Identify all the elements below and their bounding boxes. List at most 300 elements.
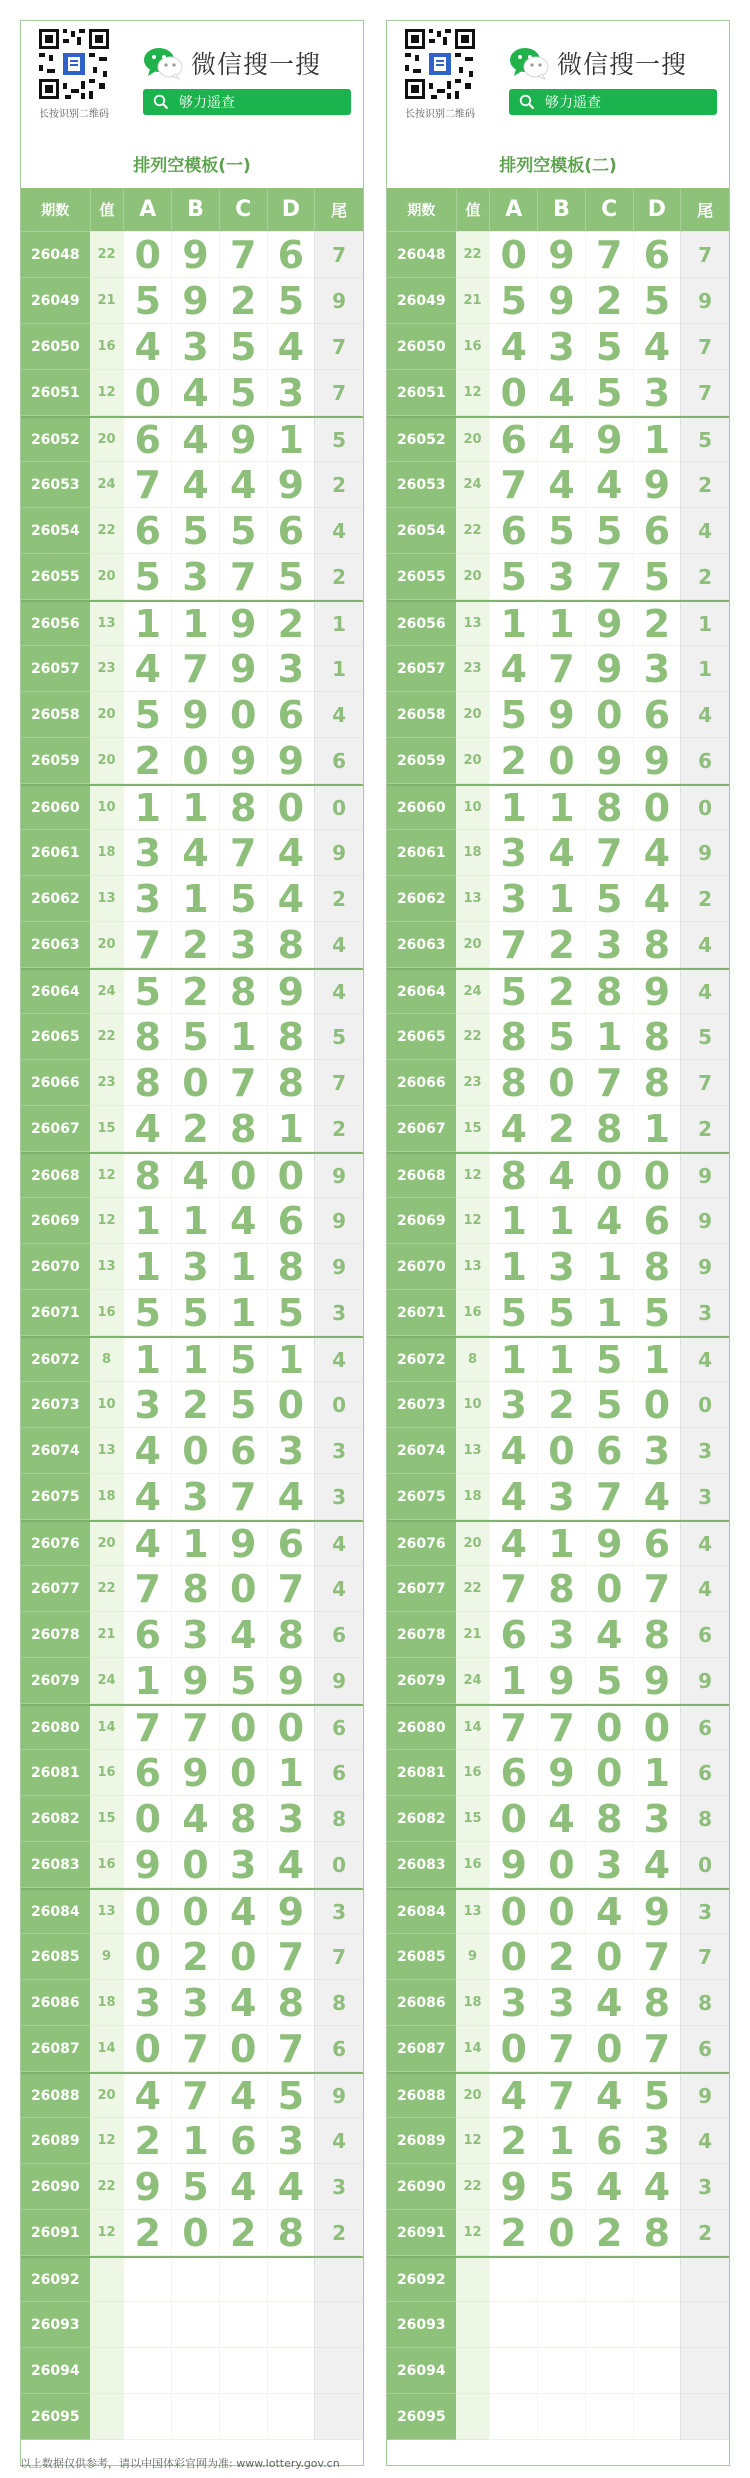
digit-cell-a: 2 [489, 738, 537, 784]
digit-cell-c: 5 [219, 508, 267, 554]
digit-cell-a: 6 [489, 418, 537, 462]
tail-cell: 8 [314, 1796, 363, 1842]
table-row [21, 1336, 363, 1382]
table-row [21, 1888, 363, 1934]
digit-cell-d: 3 [267, 646, 315, 692]
table-row [387, 2026, 729, 2072]
digit-cell-b: 5 [537, 1014, 585, 1060]
period-cell: 26079 [387, 1658, 456, 1704]
tail-cell: 0 [314, 786, 363, 830]
table-row [387, 232, 729, 278]
period-cell: 26051 [21, 370, 90, 416]
period-cell: 26074 [387, 1428, 456, 1474]
period-cell: 26058 [387, 692, 456, 738]
digit-cell-c: 0 [585, 1706, 633, 1750]
period-cell: 26073 [387, 1382, 456, 1428]
period-cell: 26052 [21, 418, 90, 462]
digit-cell-d: 3 [633, 370, 681, 416]
sum-value-cell [456, 2258, 490, 2302]
digit-cell-d: 8 [267, 2210, 315, 2256]
digit-cell-a [489, 2394, 537, 2440]
digit-cell-a: 1 [123, 1338, 171, 1382]
digit-cell-a: 5 [123, 278, 171, 324]
digit-cell-c: 4 [585, 2164, 633, 2210]
table-row [21, 600, 363, 646]
header-a: A [123, 188, 171, 232]
digit-cell-d: 9 [267, 738, 315, 784]
digit-cell-b: 4 [171, 462, 219, 508]
digit-cell-a: 5 [489, 554, 537, 600]
sum-value-cell: 12 [90, 1198, 124, 1244]
sum-value-cell: 13 [456, 1890, 490, 1934]
tail-cell: 9 [680, 830, 729, 876]
digit-cell-a: 6 [123, 508, 171, 554]
digit-cell-a: 3 [123, 1980, 171, 2026]
table-row [21, 830, 363, 876]
digit-cell-d: 5 [267, 2074, 315, 2118]
digit-cell-c: 8 [585, 1106, 633, 1152]
table-row [21, 784, 363, 830]
sum-value-cell: 12 [456, 370, 490, 416]
digit-cell-b: 2 [537, 922, 585, 968]
sum-value-cell: 12 [456, 1198, 490, 1244]
tail-cell: 5 [314, 418, 363, 462]
digit-cell-b: 0 [537, 1842, 585, 1888]
digit-cell-a: 5 [123, 692, 171, 738]
digit-cell-b: 2 [537, 1106, 585, 1152]
table-row [21, 1520, 363, 1566]
table-row [21, 1198, 363, 1244]
digit-cell-b: 4 [537, 462, 585, 508]
wechat-logo-icon [509, 45, 549, 81]
digit-cell-d [267, 2258, 315, 2302]
sum-value-cell: 20 [456, 1522, 490, 1566]
digit-cell-d [633, 2302, 681, 2348]
digit-cell-b [171, 2302, 219, 2348]
table-row [21, 2072, 363, 2118]
table-row [21, 462, 363, 508]
digit-cell-d: 8 [267, 1060, 315, 1106]
digit-cell-b: 9 [171, 232, 219, 278]
tail-cell: 4 [680, 508, 729, 554]
digit-cell-a: 2 [489, 2210, 537, 2256]
digit-cell-c: 4 [219, 1890, 267, 1934]
sum-value-cell: 12 [90, 1154, 124, 1198]
table-row [21, 2164, 363, 2210]
table-row [21, 968, 363, 1014]
period-cell: 26048 [387, 232, 456, 278]
tail-cell: 1 [680, 646, 729, 692]
sum-value-cell: 15 [90, 1106, 124, 1152]
digit-cell-d: 6 [267, 232, 315, 278]
digit-cell-c: 4 [219, 1198, 267, 1244]
period-cell: 26083 [387, 1842, 456, 1888]
table-row [21, 1658, 363, 1704]
table-row [21, 2118, 363, 2164]
digit-cell-d: 3 [633, 2118, 681, 2164]
tail-cell: 3 [680, 1428, 729, 1474]
digit-cell-c: 0 [219, 1566, 267, 1612]
digit-cell-d: 5 [633, 1290, 681, 1336]
sum-value-cell: 21 [456, 1612, 490, 1658]
digit-cell-c: 0 [219, 1750, 267, 1796]
tail-cell [680, 2302, 729, 2348]
period-cell: 26083 [21, 1842, 90, 1888]
digit-cell-d: 2 [267, 602, 315, 646]
digit-cell-d: 8 [633, 1980, 681, 2026]
digit-cell-b: 0 [171, 738, 219, 784]
sum-value-cell: 13 [90, 1244, 124, 1290]
tail-cell: 0 [314, 1382, 363, 1428]
sum-value-cell: 18 [90, 830, 124, 876]
digit-cell-c: 5 [219, 1382, 267, 1428]
tail-cell: 2 [680, 554, 729, 600]
table-row [21, 1934, 363, 1980]
digit-cell-c: 4 [219, 462, 267, 508]
sum-value-cell: 22 [456, 1566, 490, 1612]
tail-cell: 1 [680, 602, 729, 646]
digit-cell-d: 8 [267, 1980, 315, 2026]
sum-value-cell: 12 [90, 2210, 124, 2256]
digit-cell-a: 4 [489, 1474, 537, 1520]
digit-cell-a: 0 [123, 1890, 171, 1934]
sum-value-cell: 16 [456, 1290, 490, 1336]
digit-cell-c: 5 [585, 370, 633, 416]
sum-value-cell: 13 [456, 602, 490, 646]
digit-cell-d: 7 [633, 2026, 681, 2072]
digit-cell-c: 2 [219, 2210, 267, 2256]
digit-cell-b [171, 2348, 219, 2394]
digit-cell-d: 5 [633, 278, 681, 324]
tail-cell: 9 [314, 1154, 363, 1198]
tail-cell: 0 [680, 786, 729, 830]
qr-code-icon [37, 27, 111, 101]
digit-cell-a: 6 [489, 1750, 537, 1796]
digit-cell-a: 1 [489, 1244, 537, 1290]
digit-cell-b [171, 2258, 219, 2302]
tail-cell: 7 [314, 370, 363, 416]
sum-value-cell: 18 [456, 1474, 490, 1520]
table-row [21, 2348, 363, 2394]
digit-cell-a [123, 2302, 171, 2348]
period-cell: 26049 [21, 278, 90, 324]
digit-cell-c: 1 [219, 1244, 267, 1290]
digit-cell-a: 6 [123, 1612, 171, 1658]
digit-cell-a: 9 [489, 2164, 537, 2210]
digit-cell-d: 1 [633, 1338, 681, 1382]
table-row [21, 1612, 363, 1658]
sum-value-cell: 16 [456, 1842, 490, 1888]
header-value: 值 [456, 188, 490, 232]
digit-cell-c: 2 [585, 278, 633, 324]
digit-cell-a: 5 [123, 970, 171, 1014]
digit-cell-b: 1 [171, 602, 219, 646]
tail-cell: 9 [680, 1658, 729, 1704]
digit-cell-a: 3 [123, 876, 171, 922]
digit-cell-d: 8 [633, 1014, 681, 1060]
tail-cell: 4 [680, 2118, 729, 2164]
digit-cell-a: 2 [123, 738, 171, 784]
digit-cell-a: 2 [489, 2118, 537, 2164]
digit-cell-c: 3 [585, 1842, 633, 1888]
period-cell: 26063 [21, 922, 90, 968]
table-row [387, 876, 729, 922]
period-cell: 26091 [387, 2210, 456, 2256]
digit-cell-c: 5 [219, 370, 267, 416]
digit-cell-b: 3 [171, 1474, 219, 1520]
digit-cell-a: 0 [123, 2026, 171, 2072]
table-row [387, 2302, 729, 2348]
table-row [21, 2394, 363, 2440]
period-cell: 26085 [387, 1934, 456, 1980]
table-row [387, 2072, 729, 2118]
digit-cell-b: 0 [537, 1890, 585, 1934]
tail-cell: 4 [680, 922, 729, 968]
period-cell: 26066 [21, 1060, 90, 1106]
digit-cell-d: 7 [267, 2026, 315, 2072]
digit-cell-c: 5 [585, 1382, 633, 1428]
tail-cell: 3 [314, 1890, 363, 1934]
sum-value-cell [90, 2394, 124, 2440]
tail-cell: 8 [314, 1980, 363, 2026]
sum-value-cell: 15 [456, 1106, 490, 1152]
period-cell: 26049 [387, 278, 456, 324]
table-row [21, 692, 363, 738]
tail-cell: 3 [314, 1428, 363, 1474]
digit-cell-d: 6 [633, 692, 681, 738]
period-cell: 26085 [21, 1934, 90, 1980]
sum-value-cell: 10 [90, 1382, 124, 1428]
period-cell: 26052 [387, 418, 456, 462]
digit-cell-a [123, 2258, 171, 2302]
qr-code-icon [403, 27, 477, 101]
period-cell: 26072 [21, 1338, 90, 1382]
header-d: D [633, 188, 681, 232]
table-row [387, 830, 729, 876]
tail-cell [314, 2258, 363, 2302]
digit-cell-b: 9 [171, 1658, 219, 1704]
digit-cell-d: 5 [267, 554, 315, 600]
digit-cell-a: 1 [123, 786, 171, 830]
header-d: D [267, 188, 315, 232]
digit-cell-d: 9 [633, 970, 681, 1014]
digit-cell-a: 0 [489, 1890, 537, 1934]
period-cell: 26057 [387, 646, 456, 692]
digit-cell-d [633, 2258, 681, 2302]
sum-value-cell [90, 2302, 124, 2348]
tail-cell [314, 2302, 363, 2348]
digit-cell-d: 1 [267, 1338, 315, 1382]
sum-value-cell: 20 [456, 554, 490, 600]
sum-value-cell: 23 [90, 646, 124, 692]
digit-cell-b: 1 [537, 1522, 585, 1566]
table-row [21, 1980, 363, 2026]
number-table [387, 188, 729, 2440]
table-row [387, 462, 729, 508]
digit-cell-a: 0 [123, 370, 171, 416]
tail-cell: 7 [680, 1060, 729, 1106]
digit-cell-c: 0 [219, 1934, 267, 1980]
digit-cell-d: 4 [633, 830, 681, 876]
sum-value-cell: 23 [90, 1060, 124, 1106]
sum-value-cell [456, 2348, 490, 2394]
digit-cell-b: 7 [537, 646, 585, 692]
digit-cell-b: 7 [171, 2026, 219, 2072]
period-cell: 26077 [21, 1566, 90, 1612]
tail-cell [314, 2394, 363, 2440]
table-row [21, 370, 363, 416]
sum-value-cell: 20 [90, 738, 124, 784]
header-tail: 尾 [314, 188, 363, 232]
tail-cell: 1 [314, 646, 363, 692]
digit-cell-a: 8 [123, 1060, 171, 1106]
table-row [21, 1290, 363, 1336]
table-row [387, 1428, 729, 1474]
period-cell: 26086 [21, 1980, 90, 2026]
digit-cell-b: 4 [171, 1154, 219, 1198]
digit-cell-d: 3 [633, 1428, 681, 1474]
digit-cell-b: 9 [537, 1658, 585, 1704]
period-cell: 26062 [387, 876, 456, 922]
digit-cell-c: 9 [585, 602, 633, 646]
tail-cell: 8 [680, 1796, 729, 1842]
digit-cell-c: 9 [219, 1522, 267, 1566]
digit-cell-d: 1 [267, 418, 315, 462]
table-row [387, 1244, 729, 1290]
period-cell: 26081 [21, 1750, 90, 1796]
digit-cell-d: 9 [633, 738, 681, 784]
digit-cell-a: 5 [123, 554, 171, 600]
digit-cell-d: 9 [267, 970, 315, 1014]
tail-cell: 4 [680, 970, 729, 1014]
table-row [387, 1842, 729, 1888]
digit-cell-d: 6 [267, 1522, 315, 1566]
table-row [21, 554, 363, 600]
digit-cell-c: 9 [219, 418, 267, 462]
tail-cell: 3 [314, 1290, 363, 1336]
digit-cell-d: 6 [633, 232, 681, 278]
digit-cell-c: 6 [219, 2118, 267, 2164]
tail-cell: 7 [680, 232, 729, 278]
digit-cell-a: 2 [123, 2118, 171, 2164]
digit-cell-d: 0 [633, 1382, 681, 1428]
digit-cell-b: 2 [171, 1382, 219, 1428]
digit-cell-c: 1 [219, 1014, 267, 1060]
digit-cell-a: 6 [489, 1612, 537, 1658]
table-row [387, 2164, 729, 2210]
digit-cell-d: 9 [267, 1890, 315, 1934]
digit-cell-d: 8 [633, 2210, 681, 2256]
header-tail: 尾 [680, 188, 729, 232]
digit-cell-d: 8 [633, 922, 681, 968]
tail-cell: 3 [680, 1474, 729, 1520]
digit-cell-d: 4 [267, 1474, 315, 1520]
tail-cell: 4 [314, 2118, 363, 2164]
period-cell: 26064 [387, 970, 456, 1014]
qr-code[interactable] [403, 27, 477, 101]
digit-cell-c: 0 [219, 1706, 267, 1750]
digit-cell-b: 9 [537, 278, 585, 324]
sum-value-cell: 22 [90, 232, 124, 278]
digit-cell-c: 7 [219, 830, 267, 876]
digit-cell-b: 7 [171, 2074, 219, 2118]
sum-value-cell: 12 [90, 2118, 124, 2164]
sum-value-cell: 10 [456, 786, 490, 830]
header-b: B [171, 188, 219, 232]
digit-cell-c: 1 [585, 1244, 633, 1290]
period-cell: 26086 [387, 1980, 456, 2026]
table-row [387, 968, 729, 1014]
template-title: 排列空模板(一) [133, 156, 251, 176]
digit-cell-d: 0 [267, 1154, 315, 1198]
digit-cell-c [585, 2394, 633, 2440]
search-box[interactable] [509, 89, 717, 115]
digit-cell-c [585, 2348, 633, 2394]
digit-cell-b: 3 [171, 1980, 219, 2026]
period-cell: 26090 [387, 2164, 456, 2210]
digit-cell-d: 8 [267, 1612, 315, 1658]
period-cell: 26050 [387, 324, 456, 370]
digit-cell-a: 7 [123, 922, 171, 968]
digit-cell-b [537, 2302, 585, 2348]
digit-cell-a: 0 [489, 2026, 537, 2072]
digit-cell-a: 0 [489, 370, 537, 416]
period-cell: 26058 [21, 692, 90, 738]
period-cell: 26079 [21, 1658, 90, 1704]
digit-cell-d: 0 [267, 786, 315, 830]
tail-cell: 9 [680, 1154, 729, 1198]
tail-cell [314, 2348, 363, 2394]
brand-text: 微信搜一搜 [557, 50, 688, 79]
digit-cell-c: 0 [585, 2026, 633, 2072]
table-row [387, 1612, 729, 1658]
tail-cell: 6 [680, 1706, 729, 1750]
qr-code[interactable] [37, 27, 111, 101]
digit-cell-c: 5 [585, 1658, 633, 1704]
period-cell: 26093 [21, 2302, 90, 2348]
header-c: C [219, 188, 267, 232]
table-row [21, 1842, 363, 1888]
digit-cell-a: 9 [123, 2164, 171, 2210]
digit-cell-c: 9 [219, 646, 267, 692]
search-box[interactable] [143, 89, 351, 115]
table-row [21, 2210, 363, 2256]
digit-cell-a: 1 [123, 1658, 171, 1704]
table-row [387, 692, 729, 738]
sum-value-cell: 20 [456, 922, 490, 968]
digit-cell-a [489, 2302, 537, 2348]
digit-cell-a: 1 [489, 602, 537, 646]
digit-cell-c: 2 [219, 278, 267, 324]
table-row [387, 1520, 729, 1566]
tail-cell: 9 [314, 1244, 363, 1290]
digit-cell-a: 4 [489, 1522, 537, 1566]
period-cell: 26080 [21, 1706, 90, 1750]
digit-cell-c: 4 [585, 1980, 633, 2026]
period-cell: 26089 [21, 2118, 90, 2164]
digit-cell-b: 2 [171, 1934, 219, 1980]
digit-cell-b: 3 [537, 1474, 585, 1520]
digit-cell-d: 6 [267, 508, 315, 554]
digit-cell-d: 9 [633, 1890, 681, 1934]
digit-cell-b [537, 2394, 585, 2440]
digit-cell-a: 4 [489, 1106, 537, 1152]
table-row [21, 2256, 363, 2302]
table-row [387, 1888, 729, 1934]
digit-cell-b: 1 [537, 1198, 585, 1244]
digit-cell-b: 9 [171, 692, 219, 738]
tail-cell: 6 [680, 738, 729, 784]
